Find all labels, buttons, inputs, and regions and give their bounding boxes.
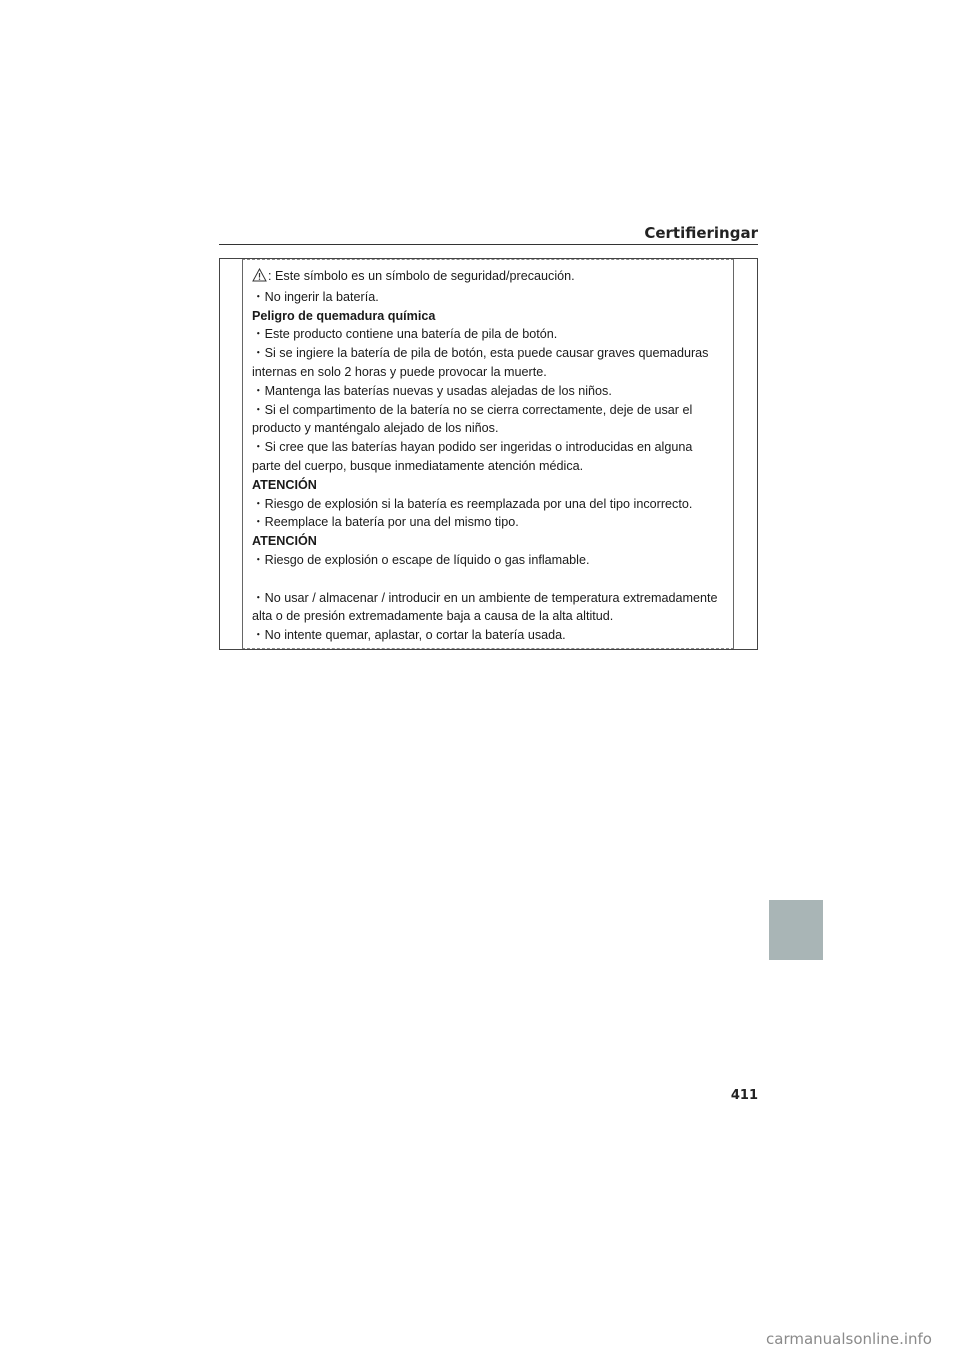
notice-heading	[252, 532, 722, 551]
notice-line-text: alta o de presión extremadamente baja a causa de la alta altitud.	[252, 609, 614, 624]
notice-line-text: ・No intente quemar, aplastar, o cortar la batería usada.	[252, 628, 566, 643]
notice-inner-frame	[242, 259, 734, 649]
page-header-title: Certifieringar	[644, 224, 758, 242]
notice-line-text: ・No ingerir la batería.	[252, 289, 379, 304]
notice-line	[252, 363, 722, 382]
notice-line	[252, 288, 722, 307]
notice-line	[252, 607, 722, 626]
notice-blank-line	[252, 570, 722, 589]
notice-heading	[252, 307, 722, 326]
notice-line	[252, 513, 722, 532]
notice-line	[252, 419, 722, 438]
header-divider	[219, 244, 758, 245]
notice-line-text: parte del cuerpo, busque inmediatamente atención médica.	[252, 458, 584, 473]
notice-line	[252, 267, 722, 288]
notice-line-text: producto y manténgalo alejado de los niños.	[252, 421, 499, 436]
notice-line	[252, 626, 722, 645]
notice-line-text: ATENCIÓN	[252, 477, 317, 492]
notice-content	[252, 267, 722, 645]
notice-line	[252, 457, 722, 476]
notice-line-text: ・No usar / almacenar / introducir en un ambiente de temperatura extremadamente	[252, 590, 718, 605]
notice-line-text: ・Este producto contiene una batería de pila de botón.	[252, 327, 558, 342]
notice-box	[219, 258, 758, 650]
notice-line-text: ・Si cree que las baterías hayan podido ser ingeridas o introducidas en alguna	[252, 440, 693, 455]
notice-line-text: ・Si se ingiere la batería de pila de botón, esta puede causar graves quemaduras	[252, 346, 709, 361]
notice-line	[252, 495, 722, 514]
chapter-tab	[769, 900, 823, 960]
notice-line-text: : Este símbolo es un símbolo de seguridad/precaución.	[268, 269, 575, 283]
notice-line-text: ・Riesgo de explosión si la batería es reemplazada por una del tipo incorrecto.	[252, 496, 693, 511]
page-number: 411	[730, 1088, 758, 1103]
watermark: carmanualsonline.info	[766, 1330, 932, 1348]
notice-line	[252, 551, 722, 570]
notice-line-text: ATENCIÓN	[252, 534, 317, 549]
notice-line	[252, 344, 722, 363]
notice-line	[252, 382, 722, 401]
notice-line-text: Peligro de quemadura química	[252, 308, 436, 323]
notice-line	[252, 325, 722, 344]
notice-line-text: ・Reemplace la batería por una del mismo tipo.	[252, 515, 519, 530]
notice-line-text: ・Mantenga las baterías nuevas y usadas alejadas de los niños.	[252, 383, 612, 398]
notice-line	[252, 589, 722, 608]
notice-line	[252, 438, 722, 457]
notice-line-text: ・Si el compartimento de la batería no se cierra correctamente, deje de usar el	[252, 402, 693, 417]
notice-heading	[252, 476, 722, 495]
warning-triangle-icon	[252, 268, 267, 288]
notice-line	[252, 401, 722, 420]
notice-line-text: internas en solo 2 horas y puede provocar la muerte.	[252, 364, 547, 379]
notice-line-text: ・Riesgo de explosión o escape de líquido o gas inflamable.	[252, 552, 590, 567]
